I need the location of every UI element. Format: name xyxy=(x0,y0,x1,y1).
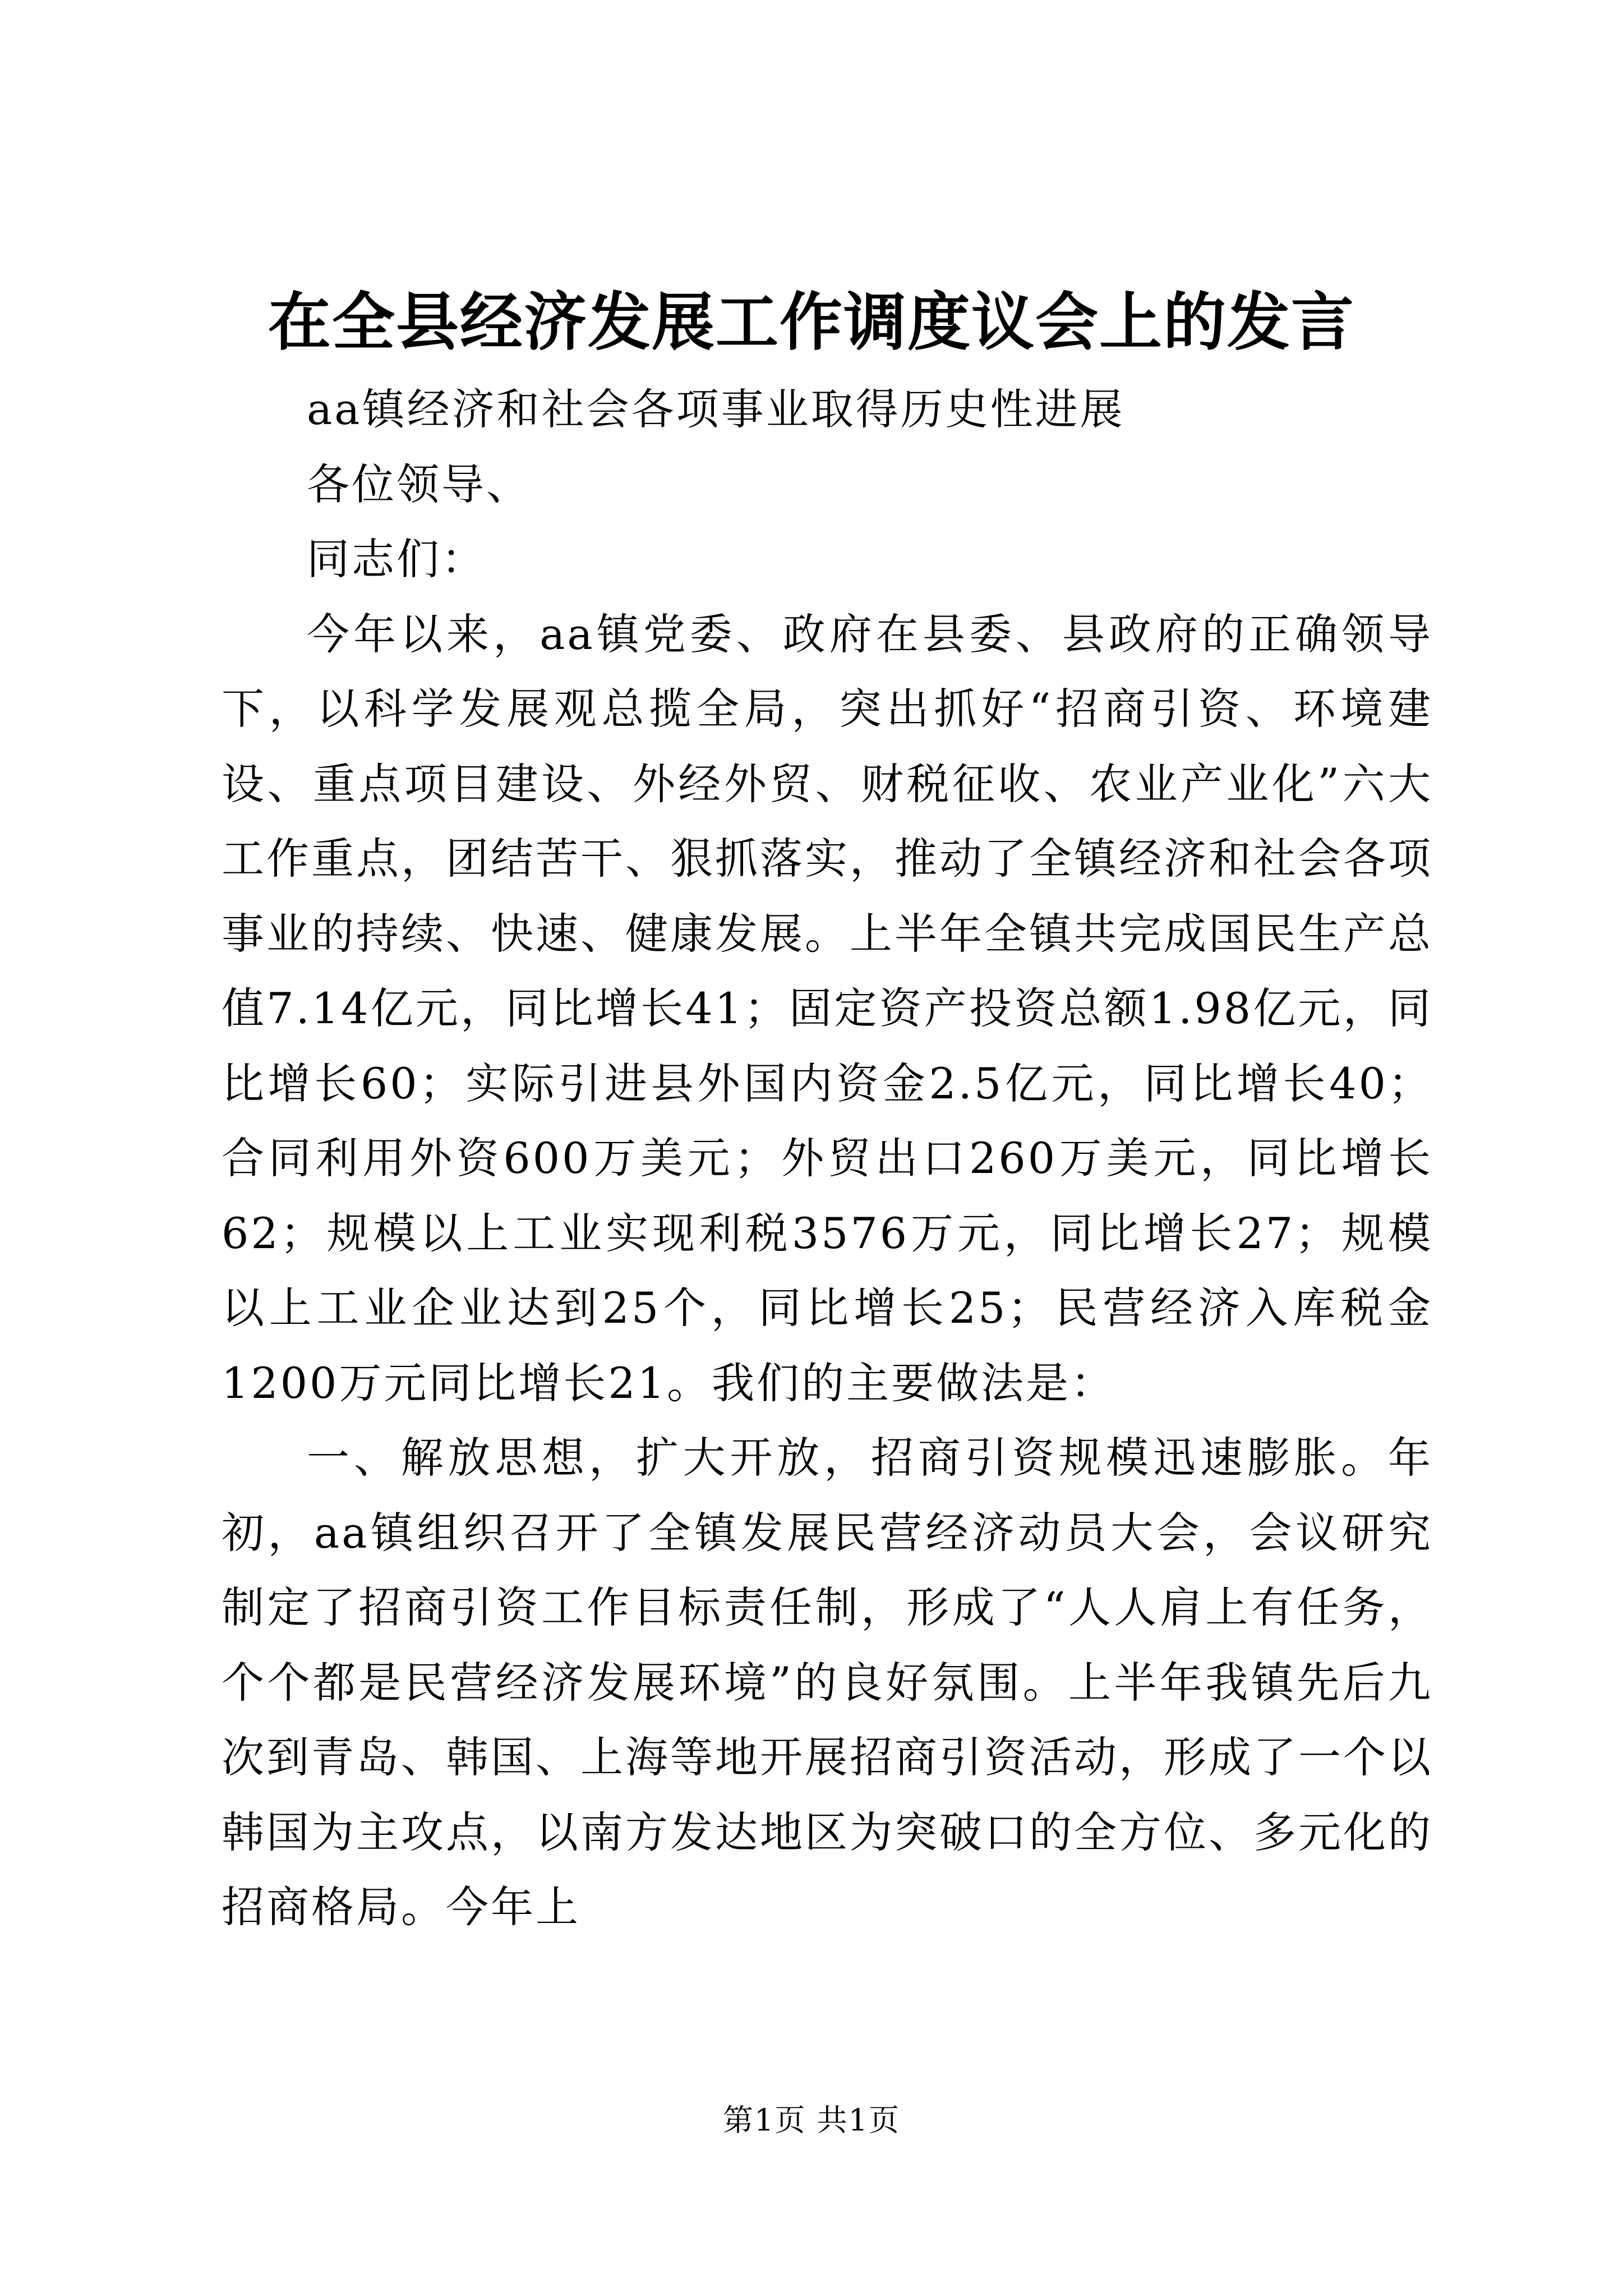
subtitle-paragraph: aa镇经济和社会各项事业取得历史性进展 xyxy=(307,384,1125,434)
page-prefix: 第 xyxy=(723,2102,755,2138)
salutation-line-2: 同志们： xyxy=(307,534,486,584)
salutation-line-1: 各位领导、 xyxy=(307,459,531,509)
page-current-number: 1 xyxy=(754,2102,775,2138)
document-title: 在全县经济发展工作调度议会上的发言 xyxy=(268,286,1355,359)
body-paragraph: 一、解放思想，扩大开放，招商引资规模迅速膨胀。年初，aa镇组织召开了全镇发展民营经济动员大会，会议研究制定了招商引资工作目标责任制，形成了“人人肩上有任务，个个都是民营经济发展环境”的良好氛围。上半年我镇先后九次到青岛、韩国、上海等地开展招商引资活动，形成了一个以韩国为主攻点，以南方发达地区为突破口的全方位、多元化的招商格局。今年上 xyxy=(222,1433,1433,1932)
page-footer xyxy=(0,2101,1623,2140)
page-suffix: 页 xyxy=(868,2102,900,2138)
page-mid: 页 共 xyxy=(774,2102,849,2138)
page-total-number: 1 xyxy=(848,2102,869,2138)
body-paragraph: 今年以来，aa镇党委、政府在县委、县政府的正确领导下，以科学发展观总揽全局，突出抓好“招商引资、环境建设、重点项目建设、外经外贸、财税征收、农业产业化”六大工作重点，团结苦干、狠抓落实，推动了全镇经济和社会各项事业的持续、快速、健康发展。上半年全镇共完成国民生产总值7.14亿元，同比增长41；固定资产投资总额1.98亿元，同比增长60；实际引进县外国内资金2.5亿元，同比增长40；合同利用外资600万美元；外贸出口260万美元，同比增长62；规模以上工业实现利税3576万元，同比增长27；规模以上工业企业达到25个，同比增长25；民营经济入库税金1200万元同比增长21。我们的主要做法是： xyxy=(222,609,1433,1408)
document-body xyxy=(222,372,1433,1945)
